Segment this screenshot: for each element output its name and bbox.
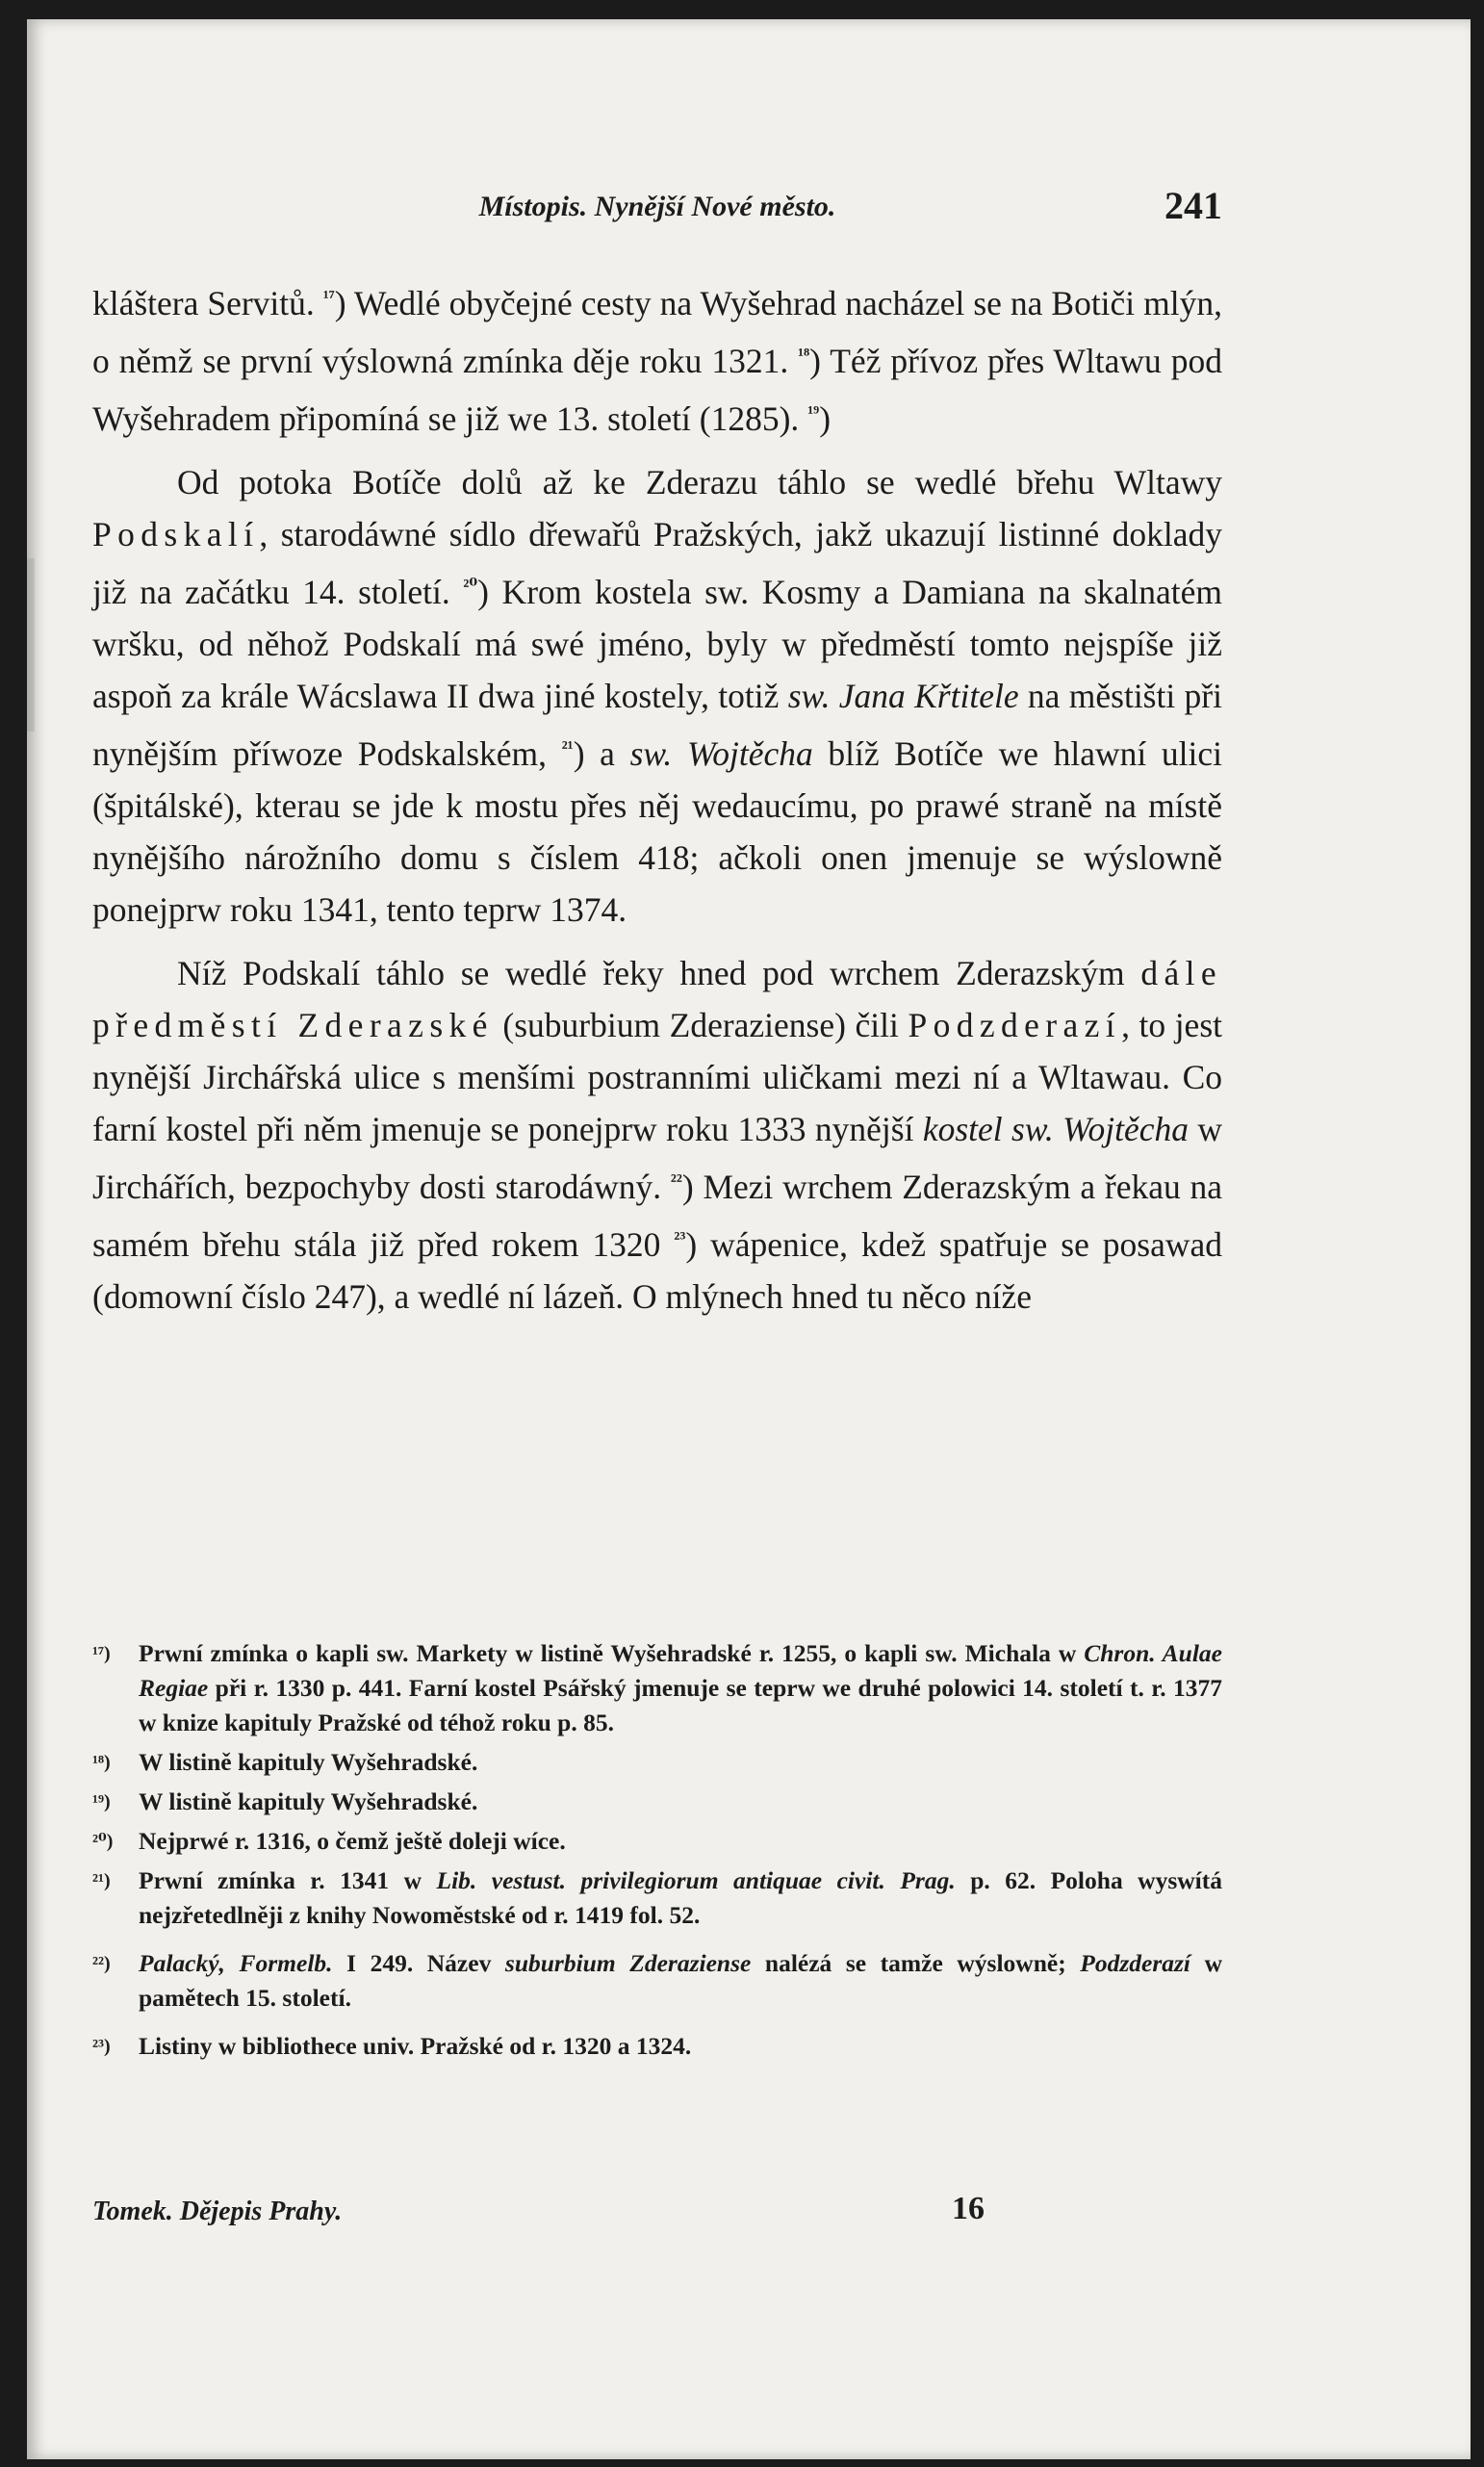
body-text <box>92 271 1222 1323</box>
footnote-number: ²⁰) <box>92 1831 114 1852</box>
footnote-ref-19: ¹⁹ <box>807 402 820 424</box>
footnote-18: ¹⁸) W listině kapituly Wyšehradské. <box>92 1745 1222 1780</box>
footnote-22: ²²) Palacký, Formelb. I 249. Název suburbium Zderaziense nalézá se tamže wýslowně; Podzderazí w pamětech 15. století. <box>92 1946 1222 2016</box>
footnote-ref-23: ²³ <box>674 1228 686 1249</box>
running-title: Místopis. Nynější Nové město. <box>478 191 836 222</box>
italic-term: sw. Jana Křtitele <box>787 677 1019 715</box>
footnote-ref-17: ¹⁷ <box>322 287 335 308</box>
paragraph-2: Od potoka Botíče dolů až ke Zderazu táhlo se wedlé břehu Wltawy Podskalí, starodáwné sídlo dřewařů Pražských, jakž ukazují listinné doklady již na začátku 14. století. $^{^{20}}$) Krom kostela sw. Kosmy a Damiana na skalnatém wršku, od něhož Podskalí má swé jméno, byly w předměstí tomto nejspíše již aspoň za krále Wácslawa II dwa jiné kostely, totiž sw. Jana Křtitele na městišti při nynějším příwoze Podskalském, $^{^{21}}$) a sw. Wojtěcha blíž Botíče we hlawní ulici (špitálské), kterau se jde k mostu přes něj wedaucímu, po prawé straně na místě nynějšího nárožního domu s číslem 418; ačkoli onen jmenuje se wýslowně ponejprw roku 1341, tento teprw 1374. <box>92 463 1222 929</box>
footnote-ref-20: ²⁰ <box>463 576 478 597</box>
italic-term: kostel sw. Wojtěcha <box>922 1110 1189 1148</box>
footnote-number: ²³) <box>92 2036 111 2057</box>
paragraph-1: kláštera Servitů. $^{^{17}}$) Wedlé obyčejné cesty na Wyšehrad nacházel se na Botiči mlýn, o němž se první výslowná zmínka děje roku 1321. $^{^{18}}$) Též přívoz přes Wltawu pod Wyšehradem připomíná se již we 13. století (1285). $^{^{19}}$) <box>92 284 1222 438</box>
footnote-19: ¹⁹) W listině kapituly Wyšehradské. <box>92 1785 1222 1819</box>
footnote-ref-21: ²¹ <box>561 737 574 758</box>
paragraph-3: Níž Podskalí táhlo se wedlé řeky hned pod wrchem Zderazským dále předměstí Zderazské (suburbium Zderaziense) čili Podzderazí, to jest nynější Jirchářská ulice s menšími postranními uličkami mezi ní a Wltawau. Co farní kostel při něm jmenuje se ponejprw roku 1333 nynější kostel sw. Wojtěcha w Jirchářích, bezpochyby dosti starodáwný. $^{^{22}}$) Mezi wrchem Zderazským a řekau na samém břehu stála již před rokem 1320 $^{^{23}}$) wápenice, kdež spatřuje se posawad (domowní číslo 247), a wedlé ní lázeň. O mlýnech hned tu něco níže <box>92 954 1223 1316</box>
gutter-shadow <box>27 558 35 732</box>
footnote-17: ¹⁷) Prwní zmínka o kapli sw. Markety w listině Wyšehradské r. 1255, o kapli sw. Michala w Chron. Aulae Regiae při r. 1330 p. 441. Farní kostel Psářský jmenuje se teprw we druhé polowici 14. století t. r. 1377 w knize kapituly Pražské od téhož roku p. 85. <box>92 1636 1222 1740</box>
footnote-number: ¹⁸) <box>92 1752 111 1773</box>
book-page <box>27 19 1471 2459</box>
page-header <box>92 171 1222 239</box>
footnotes <box>92 1636 1222 2069</box>
footnote-20: ²⁰) Nejprwé r. 1316, o čemž ještě doleji wíce. <box>92 1824 1222 1859</box>
footnote-21: ²¹) Prwní zmínka r. 1341 w Lib. vestust. privilegiorum antiquae civit. Prag. p. 62. Poloha wyswítá nejzřetedlněji z knihy Nowoměstské od r. 1419 fol. 52. <box>92 1863 1222 1933</box>
footnote-number: ²¹) <box>92 1870 111 1891</box>
footnote-23: ²³) Listiny w bibliothece univ. Pražské od r. 1320 a 1324. <box>92 2029 1222 2064</box>
footnote-number: ¹⁹) <box>92 1791 111 1812</box>
footnote-number: ¹⁷) <box>92 1643 111 1664</box>
spaced-term-zderazske: dále předměstí Zderazské <box>92 954 1222 1044</box>
sheet-number: 16 <box>952 2191 985 2226</box>
footnote-ref-18: ¹⁸ <box>798 345 810 366</box>
page-number: 241 <box>1164 184 1222 227</box>
italic-term: sw. Wojtěcha <box>629 734 813 773</box>
spaced-term-podzderazi: Podzderazí <box>908 1006 1122 1044</box>
footnote-number: ²²) <box>92 1953 111 1974</box>
footnote-ref-22: ²² <box>670 1170 682 1192</box>
signature-mark: Tomek. Dějepis Prahy. <box>92 2197 343 2226</box>
page-footer <box>92 2191 1222 2254</box>
spaced-term-podskali: Podskalí <box>92 515 260 553</box>
